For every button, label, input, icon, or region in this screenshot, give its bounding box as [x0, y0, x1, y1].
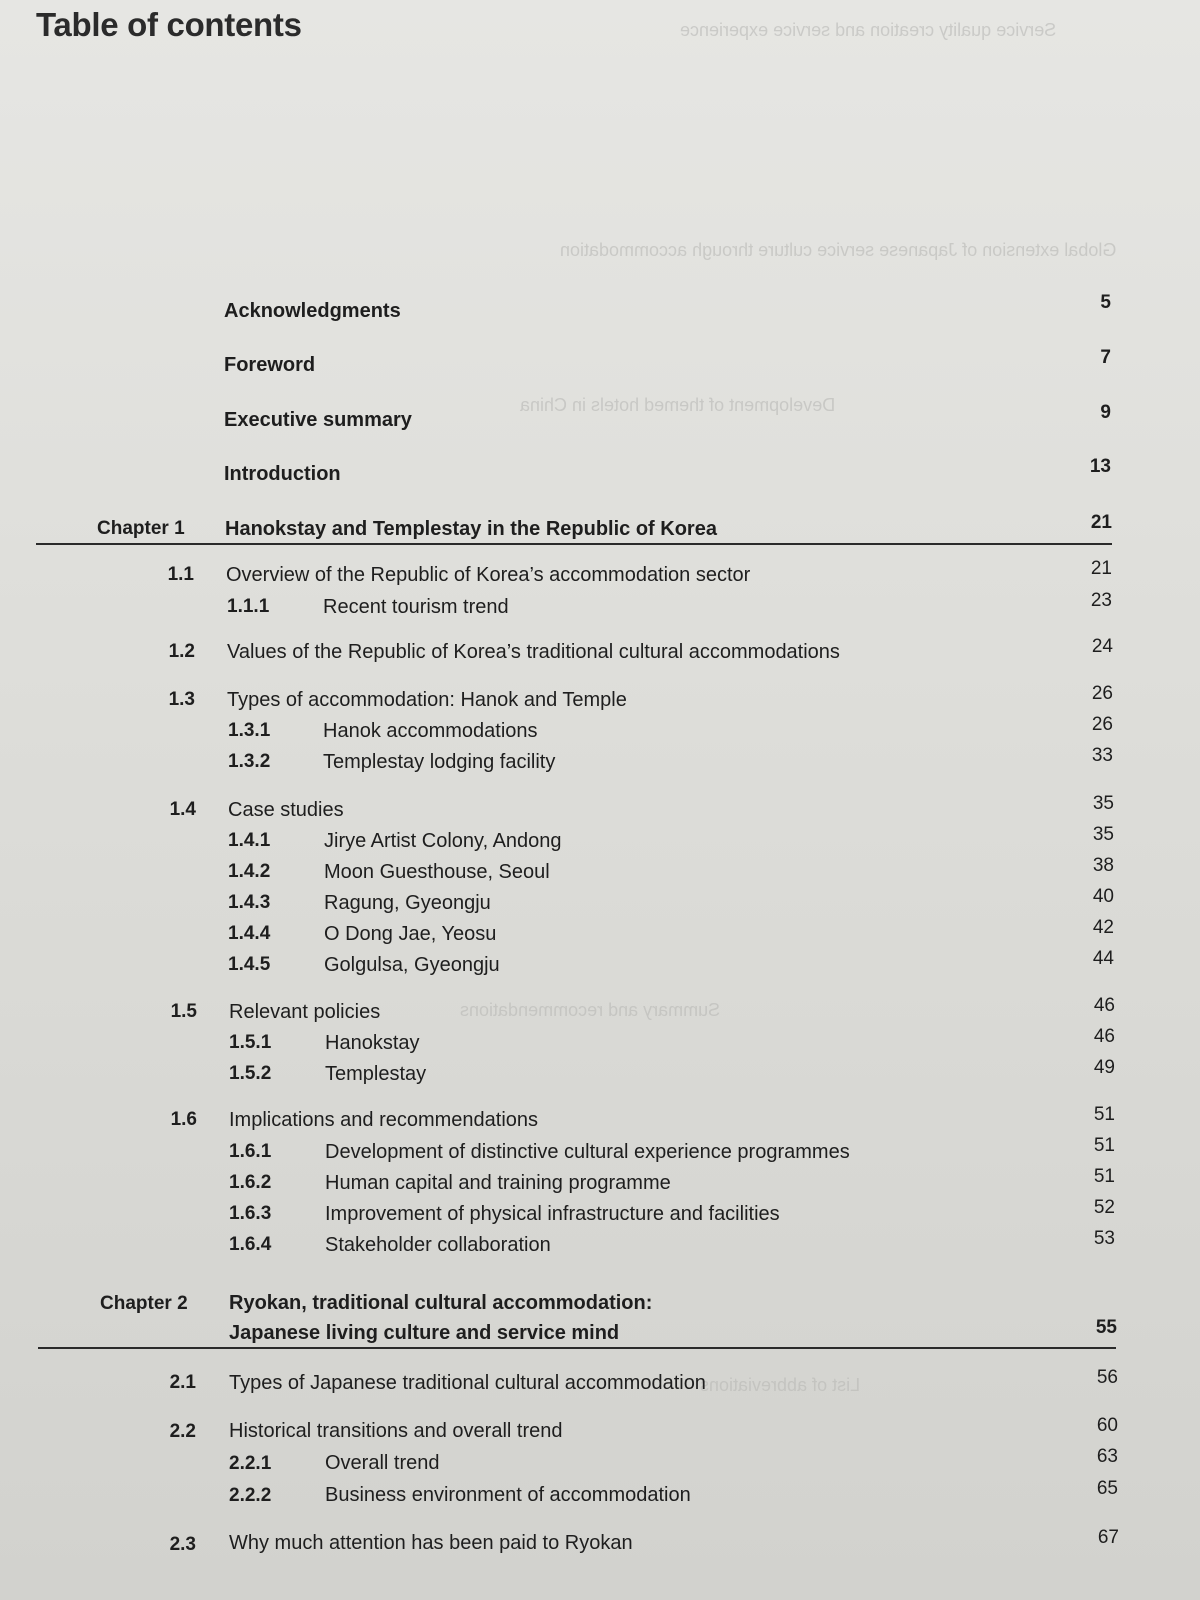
page-number: 65 — [1096, 1478, 1118, 1499]
subsection-title[interactable]: Development of distinctive cultural experience programmes — [325, 1141, 850, 1163]
subsection-title[interactable]: Templestay — [325, 1063, 427, 1085]
page-number: 46 — [1093, 995, 1115, 1016]
page-number: 26 — [1091, 683, 1113, 704]
section-number: 1.4 — [169, 799, 196, 820]
subsection-number: 2.2.2 — [229, 1485, 272, 1506]
subsection-title[interactable]: Jirye Artist Colony, Andong — [324, 830, 562, 852]
page-number: 60 — [1096, 1415, 1118, 1436]
subsection-title[interactable]: Human capital and training programme — [325, 1172, 671, 1194]
page-number: 13 — [1089, 456, 1111, 477]
page-number: 51 — [1093, 1135, 1115, 1156]
page-number: 26 — [1091, 714, 1113, 735]
front-entry-foreword[interactable]: Foreword — [224, 354, 316, 376]
section-title[interactable]: Overview of the Republic of Korea’s accommodation sector — [226, 564, 751, 586]
page-number: 7 — [1100, 347, 1111, 368]
page-number: 23 — [1090, 590, 1112, 611]
subsection-number: 1.6.1 — [229, 1141, 272, 1162]
page-number: 33 — [1091, 745, 1113, 766]
subsection-number: 2.2.1 — [229, 1453, 272, 1474]
subsection-title[interactable]: Hanok accommodations — [323, 720, 538, 742]
show-through-text: Development of themed hotels in China — [520, 395, 836, 415]
section-title[interactable]: Historical transitions and overall trend — [229, 1420, 563, 1442]
subsection-title[interactable]: Golgulsa, Gyeongju — [324, 954, 500, 976]
section-title[interactable]: Types of accommodation: Hanok and Temple — [227, 689, 627, 711]
chapter-title-line2[interactable]: Japanese living culture and service mind — [229, 1322, 620, 1344]
subsection-number: 1.4.1 — [228, 830, 271, 851]
section-title[interactable]: Why much attention has been paid to Ryokan — [229, 1532, 633, 1554]
page-number: 49 — [1093, 1057, 1115, 1078]
page-title: Table of contents — [36, 6, 302, 43]
page-number: 21 — [1090, 512, 1112, 533]
page-number: 53 — [1093, 1228, 1115, 1249]
subsection-number: 1.4.2 — [228, 861, 271, 882]
section-number: 1.3 — [168, 689, 195, 710]
subsection-title[interactable]: Improvement of physical infrastructure and facilities — [325, 1203, 780, 1225]
page-number: 46 — [1093, 1026, 1115, 1047]
section-title[interactable]: Types of Japanese traditional cultural accommodation — [229, 1372, 706, 1394]
subsection-number: 1.6.2 — [229, 1172, 272, 1193]
page-number: 9 — [1100, 402, 1111, 423]
section-title[interactable]: Implications and recommendations — [229, 1109, 539, 1131]
subsection-number: 1.3.2 — [228, 751, 271, 772]
subsection-number: 1.5.2 — [229, 1063, 272, 1084]
subsection-title[interactable]: Ragung, Gyeongju — [324, 892, 491, 914]
page-number: 55 — [1095, 1317, 1117, 1338]
subsection-title[interactable]: Moon Guesthouse, Seoul — [324, 861, 550, 883]
subsection-title[interactable]: O Dong Jae, Yeosu — [324, 923, 497, 945]
chapter-divider — [38, 1347, 1116, 1349]
subsection-title[interactable]: Stakeholder collaboration — [325, 1234, 551, 1256]
page-number: 51 — [1093, 1104, 1115, 1125]
page-number: 35 — [1092, 824, 1114, 845]
page-number: 40 — [1092, 886, 1114, 907]
page-number: 52 — [1093, 1197, 1115, 1218]
chapter-label: Chapter 1 — [97, 518, 185, 539]
subsection-number: 1.6.4 — [229, 1234, 272, 1255]
chapter-divider — [36, 543, 1112, 545]
page-number: 51 — [1093, 1166, 1115, 1187]
front-entry-introduction[interactable]: Introduction — [224, 463, 341, 485]
subsection-number: 1.4.3 — [228, 892, 271, 913]
page-number: 44 — [1092, 948, 1114, 969]
subsection-number: 1.3.1 — [228, 720, 271, 741]
section-number: 2.3 — [169, 1534, 196, 1555]
subsection-title[interactable]: Recent tourism trend — [323, 596, 509, 618]
subsection-number: 1.5.1 — [229, 1032, 272, 1053]
page-number: 38 — [1092, 855, 1114, 876]
page-number: 35 — [1092, 793, 1114, 814]
subsection-title[interactable]: Business environment of accommodation — [325, 1484, 691, 1506]
subsection-number: 1.4.5 — [228, 954, 271, 975]
chapter-label: Chapter 2 — [100, 1293, 188, 1314]
show-through-text: List of abbreviations — [700, 1375, 861, 1395]
page-number: 42 — [1092, 917, 1114, 938]
page-number: 63 — [1096, 1446, 1118, 1467]
section-title[interactable]: Relevant policies — [229, 1001, 381, 1023]
subsection-number: 1.4.4 — [228, 923, 271, 944]
show-through-text: Global extension of Japanese service culture through accommodation — [560, 240, 1117, 260]
subsection-title[interactable]: Overall trend — [325, 1452, 440, 1474]
subsection-title[interactable]: Templestay lodging facility — [323, 751, 556, 773]
chapter-title-line1[interactable]: Ryokan, traditional cultural accommodation: — [229, 1292, 653, 1314]
section-number: 1.6 — [170, 1109, 197, 1130]
front-entry-executive-summary[interactable]: Executive summary — [224, 409, 412, 431]
page-number: 5 — [1100, 292, 1111, 313]
subsection-title[interactable]: Hanokstay — [325, 1032, 420, 1054]
section-number: 1.5 — [170, 1001, 197, 1022]
section-number: 2.1 — [169, 1372, 196, 1393]
page-number: 21 — [1090, 558, 1112, 579]
show-through-text: Service quality creation and service experience — [680, 20, 1057, 40]
section-title[interactable]: Case studies — [228, 799, 344, 821]
chapter-title[interactable]: Hanokstay and Templestay in the Republic of Korea — [225, 518, 717, 540]
section-number: 1.1 — [167, 564, 194, 585]
page-number: 24 — [1091, 636, 1113, 657]
page-number: 56 — [1096, 1367, 1118, 1388]
front-entry-acknowledgments[interactable]: Acknowledgments — [224, 300, 401, 322]
show-through-text: Summary and recommendations — [460, 1000, 721, 1020]
section-title[interactable]: Values of the Republic of Korea’s traditional cultural accommodations — [227, 641, 840, 663]
page-number: 67 — [1097, 1527, 1119, 1548]
subsection-number: 1.6.3 — [229, 1203, 272, 1224]
section-number: 1.2 — [168, 641, 195, 662]
subsection-number: 1.1.1 — [227, 596, 270, 617]
section-number: 2.2 — [169, 1421, 196, 1442]
